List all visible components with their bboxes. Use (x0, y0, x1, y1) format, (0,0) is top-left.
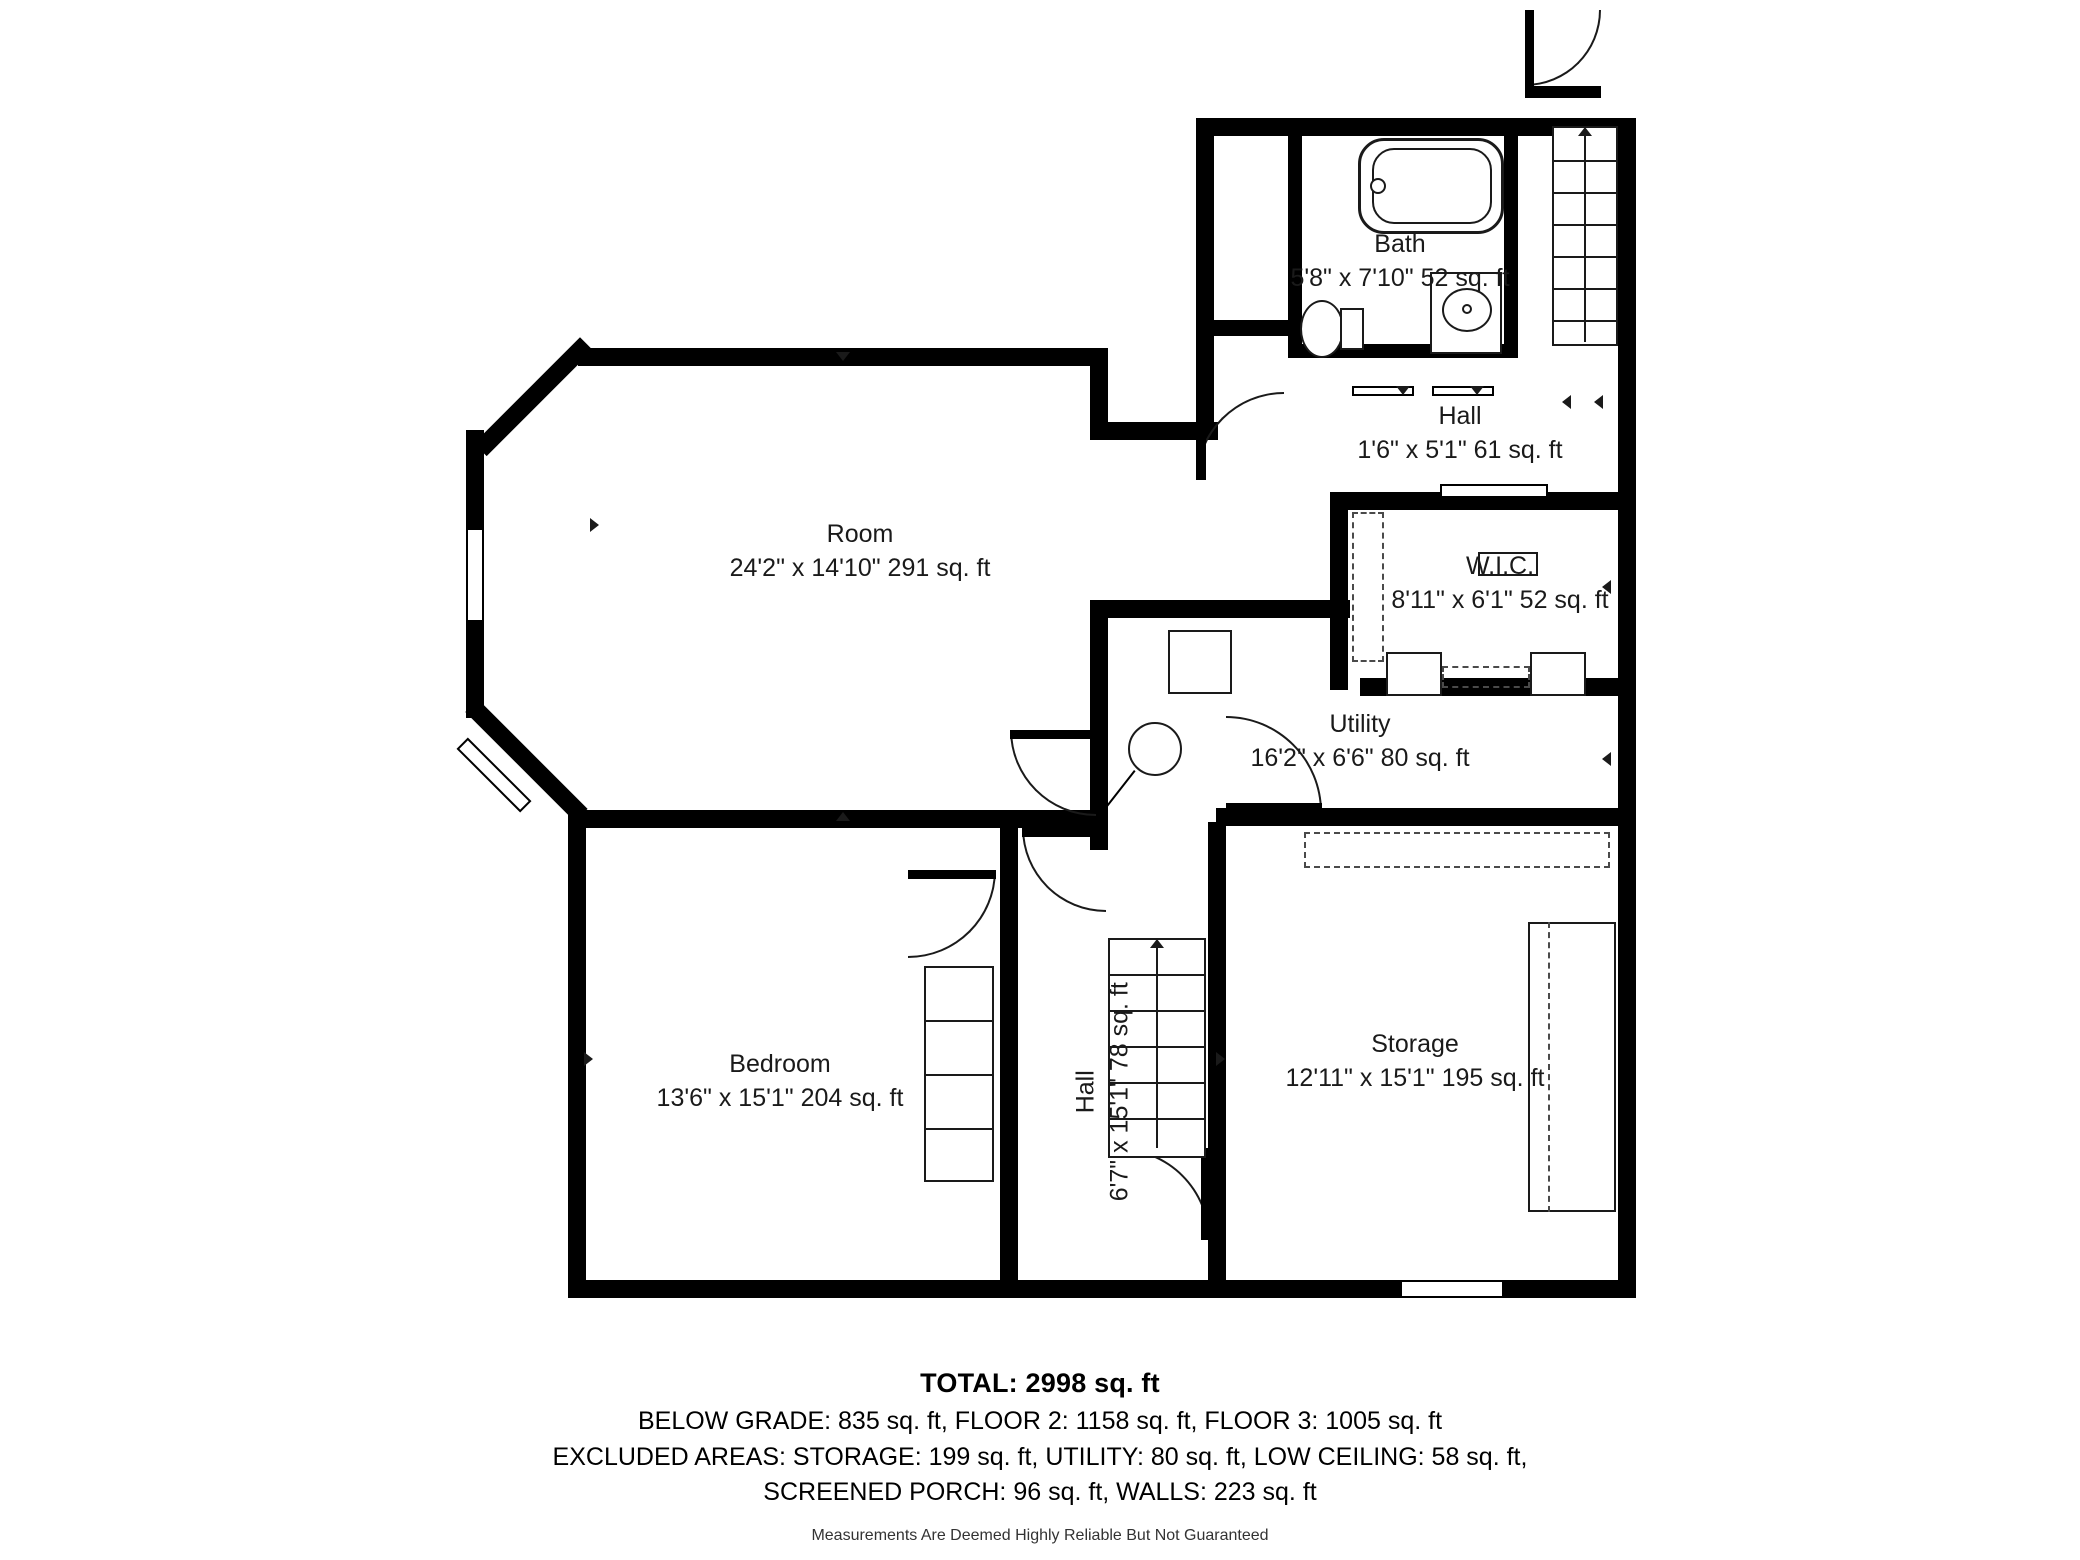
water-heater (1128, 722, 1182, 776)
room-label-wic (1370, 550, 1630, 618)
room-name: Bath (1374, 230, 1426, 258)
room-label-utility (1200, 708, 1520, 776)
wall-hall2-left (1000, 822, 1018, 1298)
room-name: Hall (1438, 402, 1482, 430)
storage-shelf-top (1304, 832, 1610, 868)
stair-direction-arrow (1578, 127, 1592, 136)
door-panel-room (1010, 730, 1096, 739)
area-breakdown-line-2: EXCLUDED AREAS: STORAGE: 199 sq. ft, UTILITY: 80 sq. ft, LOW CEILING: 58 sq. ft, (552, 1442, 1528, 1471)
room-label-storage (1270, 1028, 1560, 1096)
wall-right-exterior (1618, 118, 1636, 1298)
wall-arrow (1602, 752, 1611, 766)
wall-room-bevel-top (474, 337, 593, 456)
wall-mid-horizontal (1090, 600, 1350, 618)
door-panel-hall2-bottom (1201, 1148, 1210, 1240)
door-swing-entry-top-right (1525, 10, 1601, 86)
furnace-unit (1168, 630, 1232, 694)
room-name: W.I.C. (1465, 552, 1535, 580)
window-room-left (466, 528, 484, 622)
room-dimensions: 24'2" x 14'10" 291 sq. ft (729, 553, 991, 582)
wall-arrow (836, 812, 850, 821)
wall-entry-threshold (1525, 86, 1601, 98)
door-swing-bedroom (908, 870, 996, 958)
summary-footer (0, 1368, 2080, 1545)
wall-upperleft-vertical (1196, 118, 1214, 438)
door-panel-hall2-top (1022, 828, 1106, 837)
wall-arrow (1594, 395, 1603, 409)
window-storage-bottom (1400, 1280, 1504, 1298)
closet-shelf-b (1530, 652, 1586, 696)
room-name: Storage (1371, 1030, 1459, 1058)
area-breakdown-line-1: BELOW GRADE: 835 sq. ft, FLOOR 2: 1158 sq. ft, FLOOR 3: 1005 sq. ft (637, 1407, 1443, 1435)
sink-drain (1462, 304, 1472, 314)
room-dimensions: 16'2" x 6'6" 80 sq. ft (1250, 743, 1470, 772)
door-panel-bedroom (908, 870, 996, 879)
room-dimensions: 12'11" x 15'1" 195 sq. ft (1285, 1063, 1545, 1092)
room-name: Room (826, 520, 894, 548)
wall-arrow (836, 352, 850, 361)
room-dimensions: 13'6" x 15'1" 204 sq. ft (656, 1083, 904, 1112)
closet-shelf-a (1386, 652, 1442, 696)
window-bath-bottom-b (1432, 386, 1494, 396)
measurement-disclaimer: Measurements Are Deemed Highly Reliable But Not Guaranteed (811, 1526, 1269, 1544)
room-label-bath (1250, 228, 1550, 296)
wall-arrow (1470, 386, 1484, 395)
wall-arrow (1216, 1052, 1225, 1066)
area-breakdown-line-3: SCREENED PORCH: 96 sq. ft, WALLS: 223 sq. ft (763, 1478, 1317, 1506)
room-dimensions: 8'11" x 6'1" 52 sq. ft (1391, 585, 1609, 614)
stair-direction-arrow (1150, 939, 1164, 948)
room-label-hall-upper (1330, 400, 1590, 468)
bathtub-drain (1370, 178, 1386, 194)
room-name: Bedroom (729, 1050, 831, 1078)
room-label-hall-lower (1069, 942, 1137, 1242)
wall-arrow (1396, 386, 1410, 395)
total-area: TOTAL: 2998 sq. ft (920, 1368, 1160, 1398)
room-name: Utility (1329, 710, 1391, 738)
room-dimensions: 1'6" x 5'1" 61 sq. ft (1357, 435, 1563, 464)
door-panel-entry-top-right (1525, 10, 1534, 86)
door-panel-storage (1226, 803, 1322, 812)
room-label-room (700, 518, 1020, 586)
bedroom-builtin-div-3 (924, 1128, 994, 1130)
door-swing-hall2-top (1022, 828, 1106, 912)
room-label-bedroom (620, 1048, 940, 1116)
bathtub-basin (1372, 148, 1492, 224)
toilet-tank (1340, 308, 1364, 350)
wall-wic-left (1330, 492, 1348, 690)
stair-direction-line (1584, 136, 1586, 342)
door-panel-bath (1196, 392, 1206, 480)
stair-direction-line (1156, 948, 1158, 1148)
window-hall-top (1440, 484, 1548, 498)
room-dimensions: 6'7" x 15'1" 78 sq. ft (1105, 982, 1133, 1202)
room-name: Hall (1071, 1070, 1100, 1114)
closet-shelf-c (1442, 666, 1530, 688)
wall-bath-interior-divider (1196, 320, 1300, 336)
wall-arrow (590, 518, 599, 532)
wall-arrow (584, 1052, 593, 1066)
wall-room-bottom (568, 810, 1102, 828)
bedroom-builtin-div-1 (924, 1020, 994, 1022)
toilet-bowl (1300, 300, 1344, 358)
door-swing-room (1010, 730, 1096, 816)
room-dimensions: 5'8" x 7'10" 52 sq. ft (1290, 263, 1510, 292)
